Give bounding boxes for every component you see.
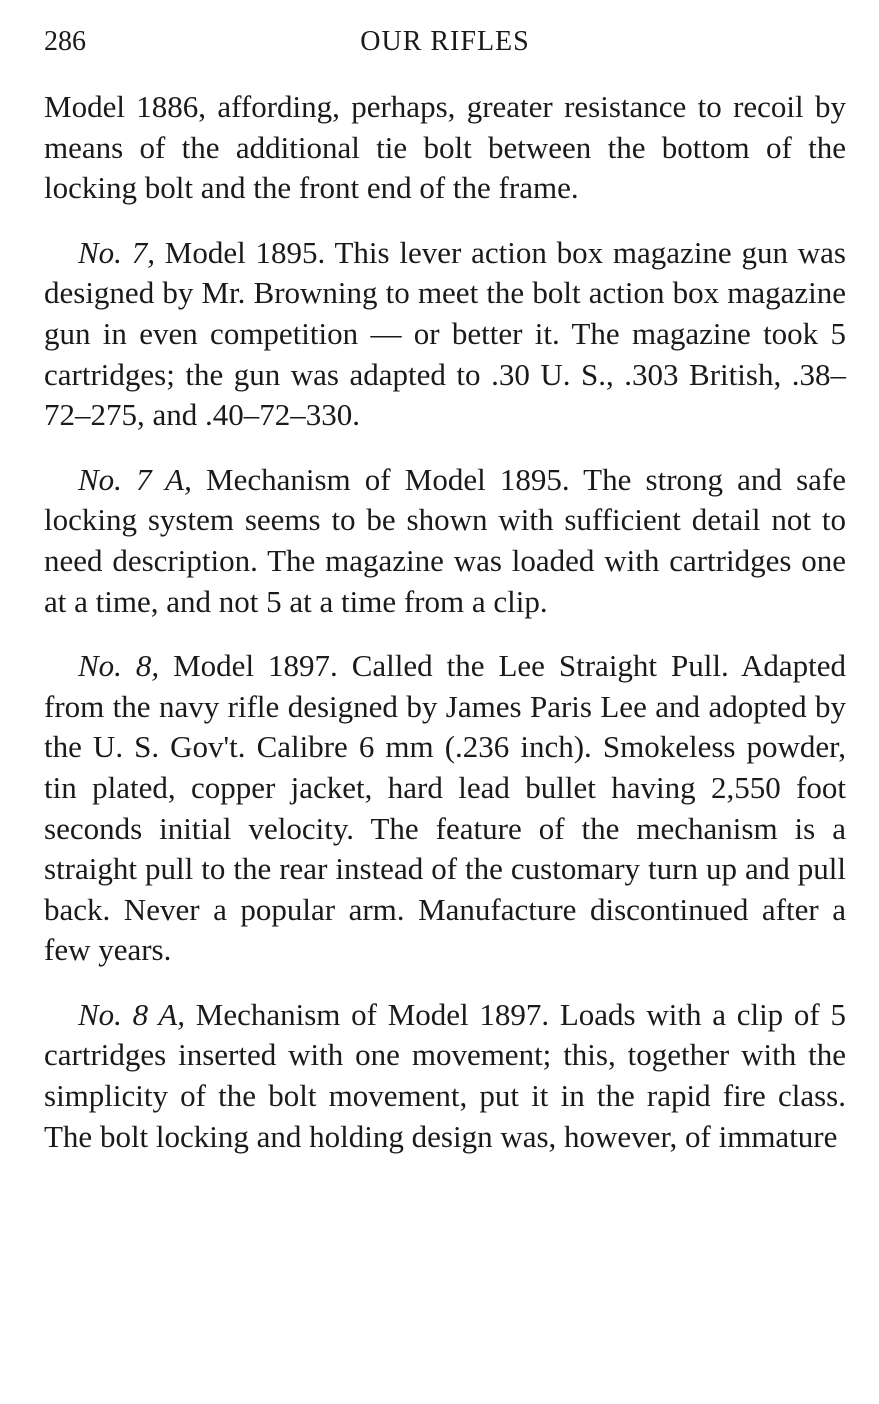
- entry-number: No. 8,: [78, 648, 160, 684]
- page-header: [44, 22, 846, 62]
- paragraph-no-8: [44, 646, 846, 971]
- paragraph-text: Model 1897. Called the Lee Straight Pull. Adapted from the navy rifle designed by James Paris Lee and adopted by the U. S. Gov't. Calibre 6 mm (.236 inch). Smokeless powder, tin plated, copper jacket, hard lead bullet having 2,550 foot seconds initial velocity. The feature of the mechanism is a straight pull to the rear instead of the customary turn up and pull back. Never a popular arm. Manufacture discontinued after a few years.: [44, 648, 846, 968]
- paragraph-text: Model 1895. This lever action box magazine gun was designed by Mr. Browning to meet the bolt action box magazine gun in even competition — or better it. The magazine took 5 cartridges; the gun was adapted to .30 U. S., .303 British, .38–72–275, and .40–72–330.: [44, 234, 846, 433]
- paragraph-no-7: [44, 233, 846, 436]
- running-title: OUR RIFLES: [360, 26, 530, 57]
- paragraph-no-7a: [44, 460, 846, 622]
- page-number: 286: [44, 26, 86, 57]
- paragraph-text: Mechanism of Model 1897. Loads with a clip of 5 cartridges inserted with one movement; this, together with the simplicity of the bolt movement, put it in the rapid fire class. The bolt locking and holding design was, however, of immature: [44, 996, 846, 1154]
- paragraph-text: Model 1886, affording, perhaps, greater resistance to recoil by means of the additional tie bolt between the bottom of the locking bolt and the front end of the frame.: [44, 89, 846, 206]
- entry-number: No. 8 A,: [78, 996, 186, 1032]
- entry-number: No. 7 A,: [78, 461, 192, 497]
- paragraph-no-8a: [44, 995, 846, 1157]
- book-page: [44, 22, 846, 1157]
- paragraph-text: Mechanism of Model 1895. The strong and safe locking system seems to be shown with sufficient detail not to need description. The magazine was loaded with cartridges one at a time, and not 5 at a time from a clip.: [44, 461, 846, 619]
- entry-number: No. 7,: [78, 234, 155, 270]
- paragraph-model-1886-continued: [44, 87, 846, 209]
